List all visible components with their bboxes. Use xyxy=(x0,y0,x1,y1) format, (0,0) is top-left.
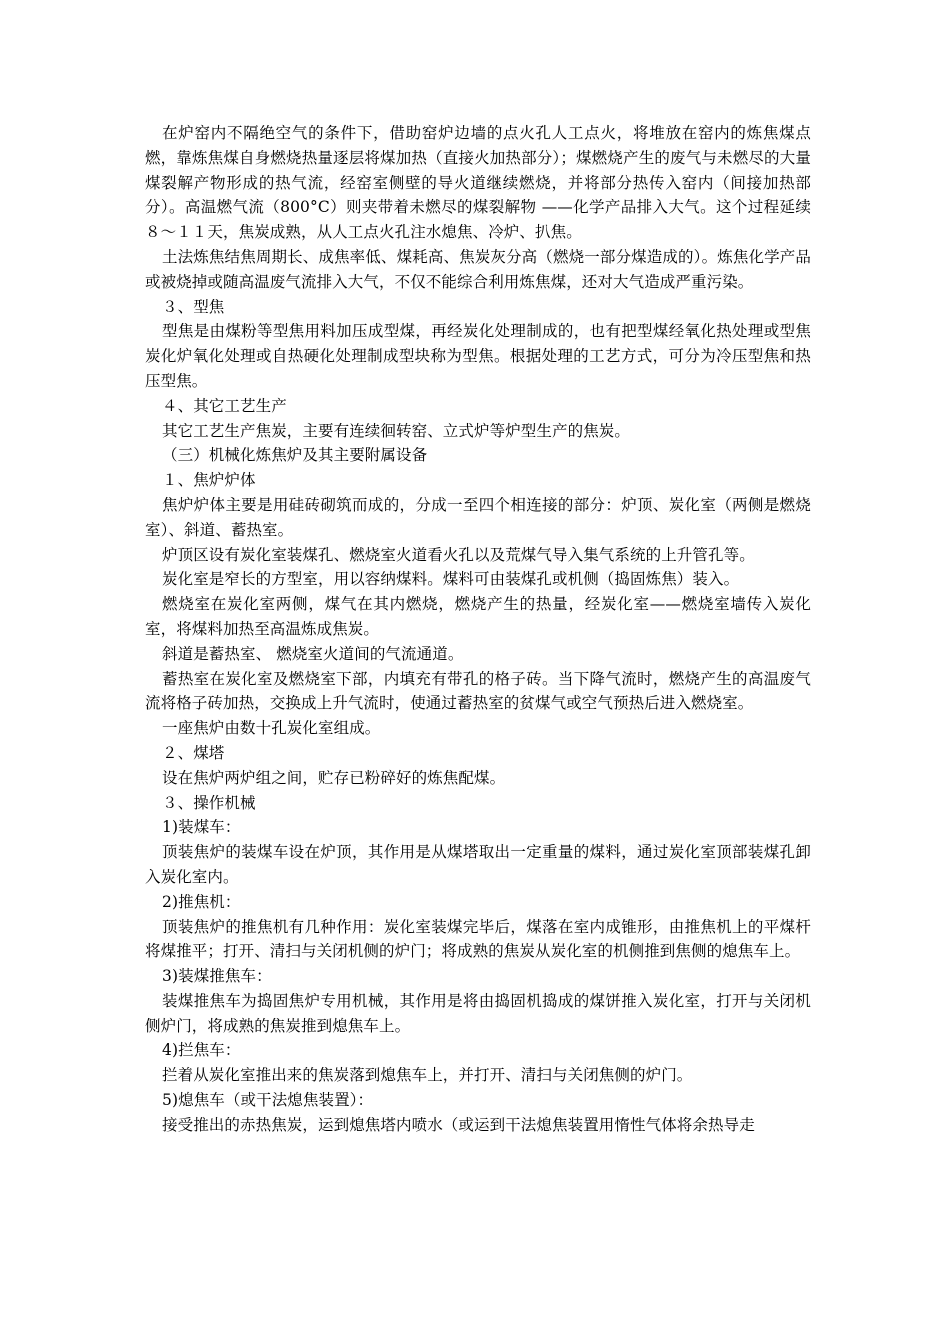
paragraph-charging-pusher: 装煤推焦车为捣固焦炉专用机械，其作用是将由捣固机捣成的煤饼推入炭化室，打开与关闭机侧炉门，将成熟的焦炭推到熄焦车上。 xyxy=(145,991,811,1035)
paragraph-regenerator: 蓄热室在炭化室及燃烧室下部，内填充有带孔的格子砖。当下降气流时，燃烧产生的高温废气流将格子砖加热，交换成上升气流时，使通过蓄热室的贫煤气或空气预热后进入燃烧室。 xyxy=(145,669,811,713)
heading-guide-car: 4)拦焦车： xyxy=(162,1041,241,1060)
paragraph-oven-battery: 一座焦炉由数十孔炭化室组成。 xyxy=(162,719,381,738)
paragraph-pusher-machine: 顶装焦炉的推焦机有几种作用：炭化室装煤完毕后，煤落在室内成锥形，由推焦机上的平煤杆将煤推平；打开、清扫与关闭机侧的炉门；将成熟的焦炭从炭化室的机侧推到焦侧的熄焦车上。 xyxy=(145,917,811,961)
heading-operating-machinery: ３、操作机械 xyxy=(162,793,256,812)
heading-quench-car: 5)熄焦车（或干法熄焦装置）： xyxy=(162,1091,374,1110)
heading-oven-body: １、焦炉炉体 xyxy=(162,471,256,490)
paragraph-guide-car: 拦着从炭化室推出来的焦炭落到熄焦车上，并打开、清扫与关闭焦侧的炉门。 xyxy=(162,1066,693,1085)
heading-formed-coke: ３、型焦 xyxy=(162,297,225,316)
heading-charging-pusher: 3)装煤推焦车： xyxy=(162,967,272,986)
paragraph-charging-car: 顶装焦炉的装煤车设在炉顶，其作用是从煤塔取出一定重量的煤料，通过炭化室顶部装煤孔卸入炭化室内。 xyxy=(145,843,811,886)
paragraph-carbonization-chamber: 炭化室是窄长的方型室，用以容纳煤料。煤料可由装煤孔或机侧（捣固炼焦）装入。 xyxy=(162,570,740,589)
paragraph-formed-coke: 型焦是由煤粉等型焦用料加压成型煤，再经炭化处理制成的，也有把型煤经氧化热处理或型焦炭化炉氧化处理或自热硬化处理制成型块称为型焦。根据处理的工艺方式，可分为冷压型焦和热压型焦。 xyxy=(145,322,811,390)
paragraph-other-processes: 其它工艺生产焦炭，主要有连续徊转窑、立式炉等炉型生产的焦炭。 xyxy=(162,421,631,440)
paragraph-combustion-chamber: 燃烧室在炭化室两侧，煤气在其内燃烧，燃烧产生的热量，经炭化室——燃烧室墙传入炭化室，将煤料加热至高温炼成焦炭。 xyxy=(145,595,811,638)
heading-pusher-machine: 2)推焦机： xyxy=(162,892,241,911)
paragraph-oven-body-parts: 焦炉炉体主要是用硅砖砌筑而成的，分成一至四个相连接的部分：炉顶、炭化室（两侧是燃烧室）、斜道、蓄热室。 xyxy=(145,495,811,539)
paragraph-oven-top: 炉顶区设有炭化室装煤孔、燃烧室火道看火孔以及荒煤气导入集气系统的上升管孔等。 xyxy=(162,545,755,564)
document-body xyxy=(145,121,811,1138)
heading-charging-car: 1)装煤车： xyxy=(162,818,241,837)
paragraph-coal-tower: 设在焦炉两炉组之间，贮存已粉碎好的炼焦配煤。 xyxy=(162,768,506,787)
heading-coal-tower: ２、煤塔 xyxy=(162,743,225,762)
paragraph-earth-method-drawbacks: 土法炼焦结焦周期长、成焦率低、煤耗高、焦炭灰分高（燃烧一部分煤造成的）。炼焦化学产品或被烧掉或随高温废气流排入大气，不仅不能综合利用炼焦煤，还对大气造成严重污染。 xyxy=(145,247,811,291)
paragraph-sloping-flue: 斜道是蓄热室、 燃烧室火道间的气流通道。 xyxy=(162,644,464,663)
paragraph-quench-car: 接受推出的赤热焦炭，运到熄焦塔内喷水（或运到干法熄焦装置用惰性气体将余热导走 xyxy=(162,1115,755,1134)
heading-other-processes: ４、其它工艺生产 xyxy=(162,396,287,415)
heading-mechanized-coke-oven: （三）机械化炼焦炉及其主要附属设备 xyxy=(162,446,428,465)
paragraph-earth-kiln-process: 在炉窑内不隔绝空气的条件下，借助窑炉边墙的点火孔人工点火，将堆放在窑内的炼焦煤点燃，靠炼焦煤自身燃烧热量逐层将煤加热（直接火加热部分）；煤燃烧产生的废气与未燃尽的大量煤裂解产物形成的热气流，经窑室侧壁的导火道继续燃烧，并将部分热传入窑内（间接加热部分）。高温燃气流（800°C）则夹带着未燃尽的煤裂解物 ——化学产品排入大气。这个过程延续８～１１天，焦炭成熟，从人工点火孔注水熄焦、冷炉、扒焦。 xyxy=(145,124,811,242)
